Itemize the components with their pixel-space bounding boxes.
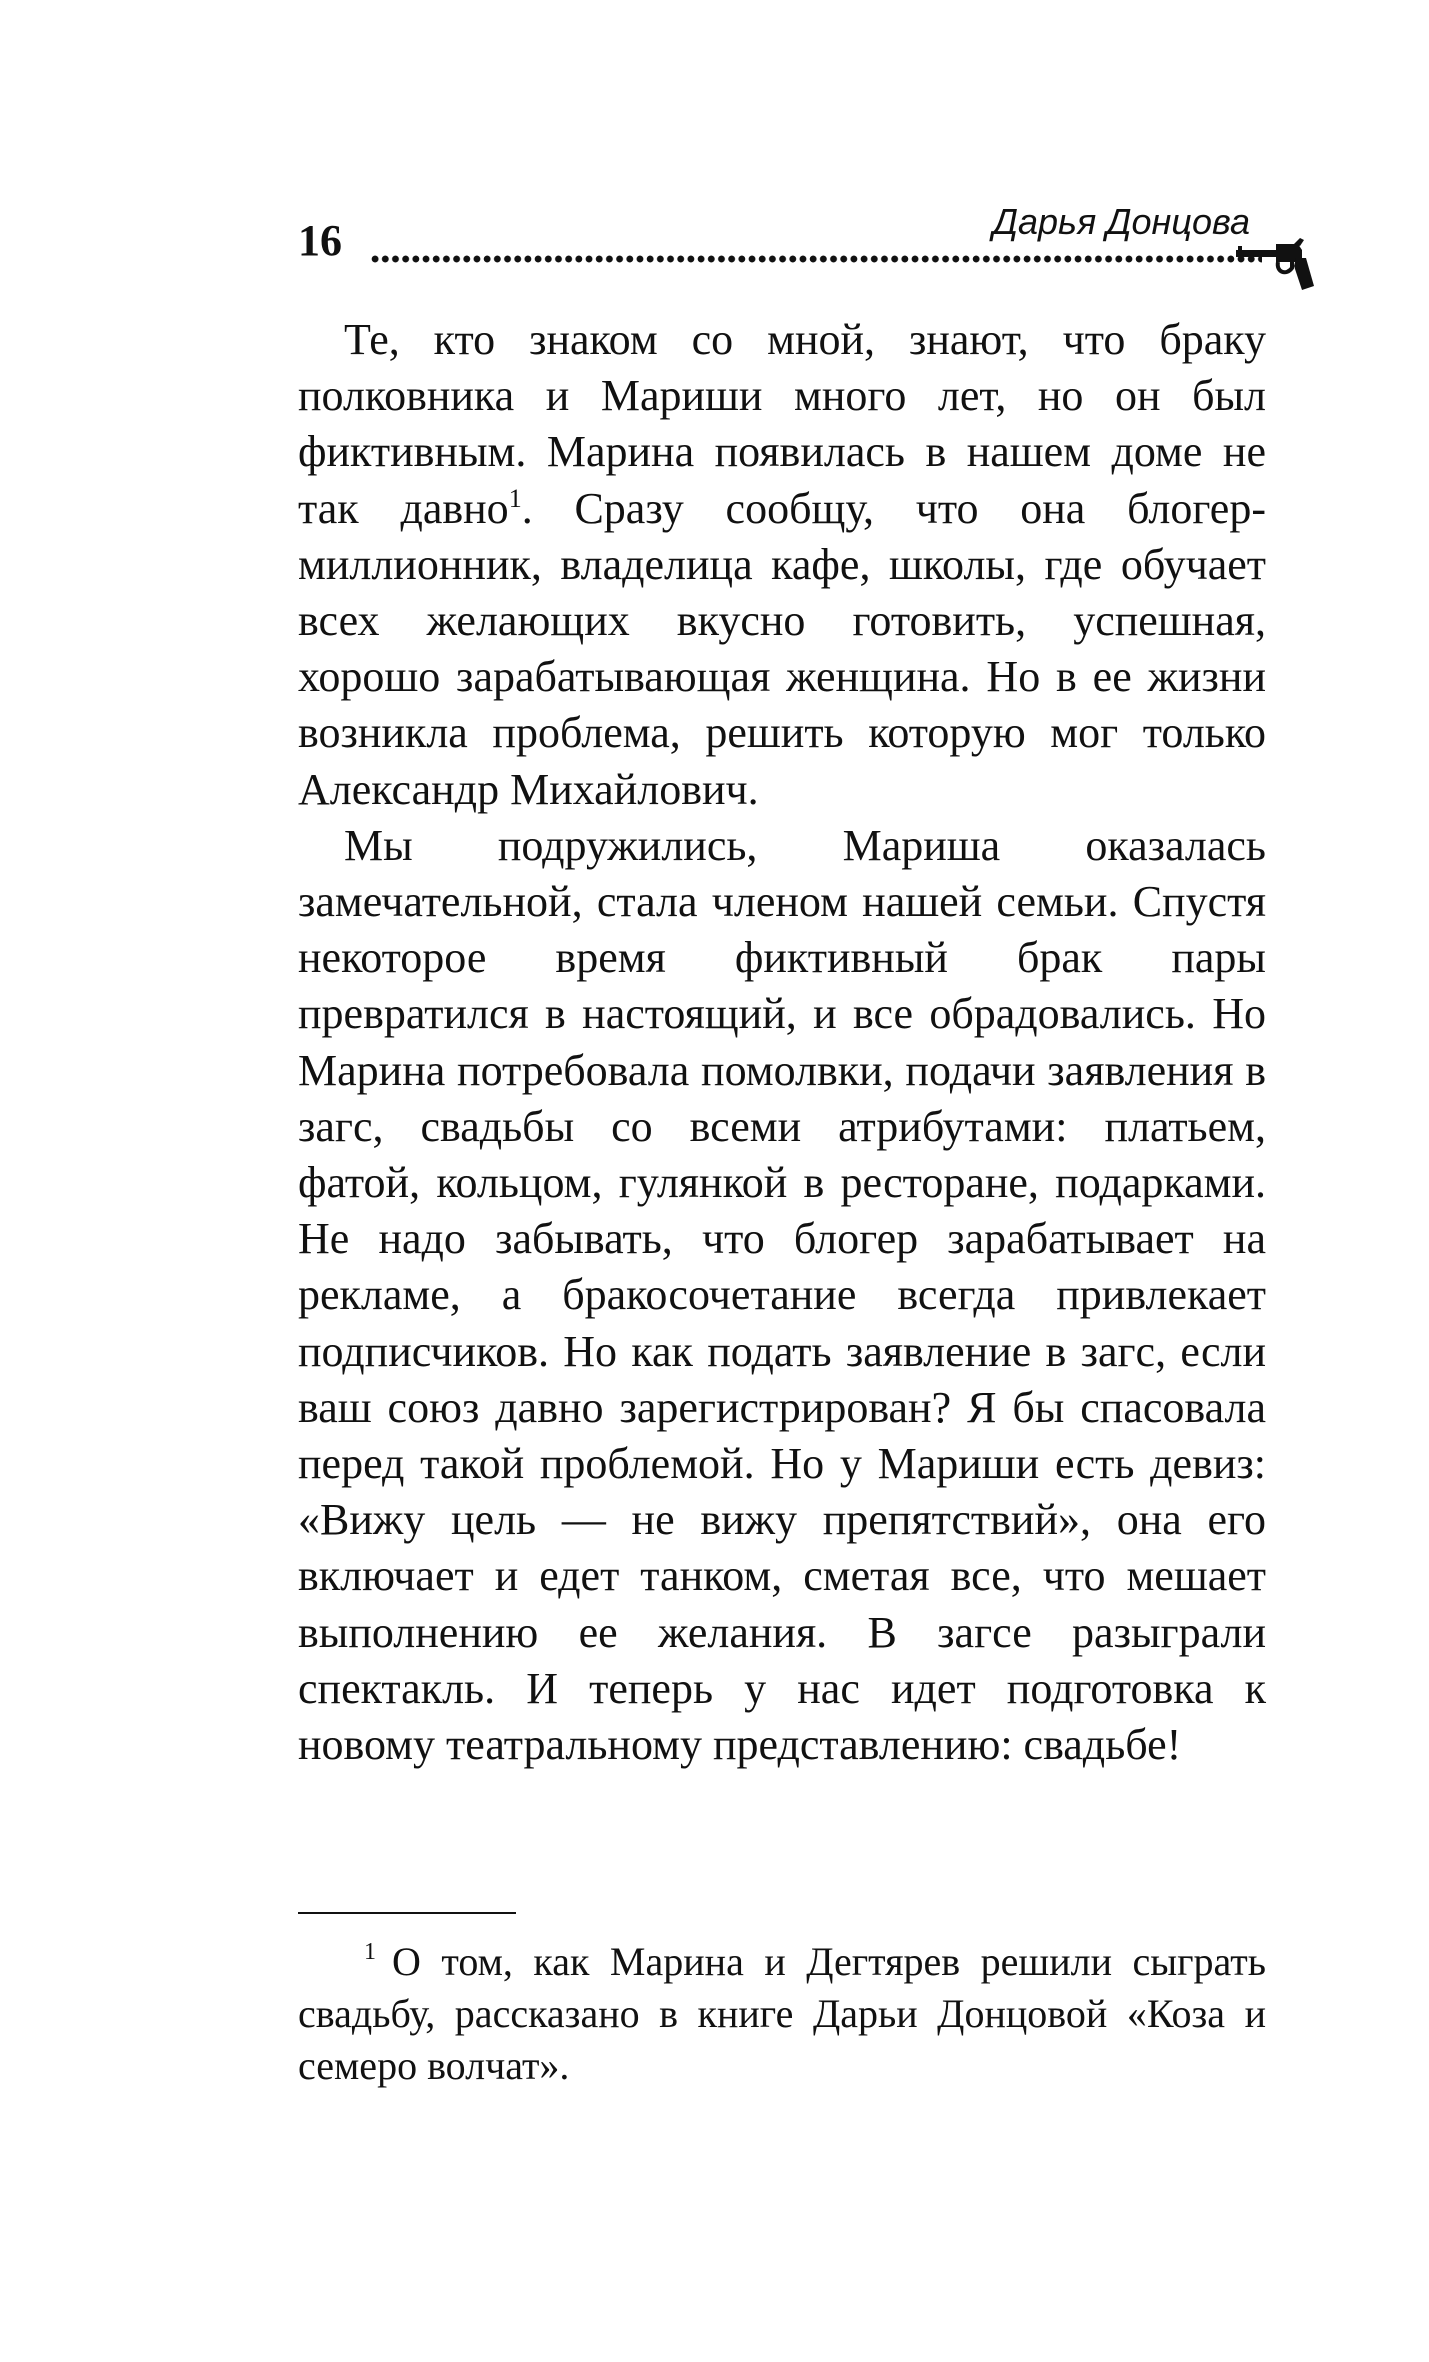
paragraph: Мы подружились, Мариша оказалась замечательной, стала членом нашей семьи. Спустя некоторое время фиктивный брак пары превратился в настоящий, и все обрадовались. Но Марина потребовала помолвки, подачи заявления в загс, свадьбы со всеми атрибутами: платьем, фатой, кольцом, гулянкой в ресторане, подарками. Не надо забывать, что блогер зарабатывает на рекламе, а бракосочетание всегда привлекает подписчиков. Но как подать заявление в загс, если ваш союз давно зарегистрирован? Я бы спасовала перед такой проблемой. Но у Мариши есть девиз: «Вижу цель — не вижу препятствий», она его включает и едет танком, сметая все, что мешает выполнению ее желания. В загсе разыграли спектакль. И теперь у нас идет подготовка к новому театральному представлению: свадьбе! bbox=[298, 820, 1266, 1770]
footnote bbox=[298, 1936, 1266, 2092]
footnote-reference: 1 bbox=[508, 483, 522, 513]
header-dotted-rule bbox=[370, 255, 1262, 263]
page-number: 16 bbox=[298, 216, 342, 265]
footnote-text: О том, как Марина и Дегтярев решили сыграть свадьбу, рассказано в книге Дарьи Донцовой «Коза и семеро волчат». bbox=[298, 1939, 1266, 2088]
main-text bbox=[298, 312, 1266, 1773]
running-head-author: Дарья Донцова bbox=[992, 201, 1250, 242]
footnote-divider bbox=[298, 1912, 516, 1914]
revolver-icon bbox=[1236, 236, 1314, 292]
paragraph-text: Те, кто знаком со мной, знают, что браку полковника и Мариши много лет, но он был фиктивным. Марина появилась в нашем доме не так давно bbox=[298, 315, 1266, 533]
footnote-mark: 1 bbox=[364, 1939, 376, 1965]
paragraph-text: . Сразу сообщу, что она блогер-миллионник, владелица кафе, школы, где обучает всех желающих вкусно готовить, успешная, хорошо зарабатывающая женщина. Но в ее жизни возникла проблема, решить которую мог только Александр Михайлович. bbox=[298, 483, 1266, 814]
paragraph bbox=[298, 312, 1266, 818]
